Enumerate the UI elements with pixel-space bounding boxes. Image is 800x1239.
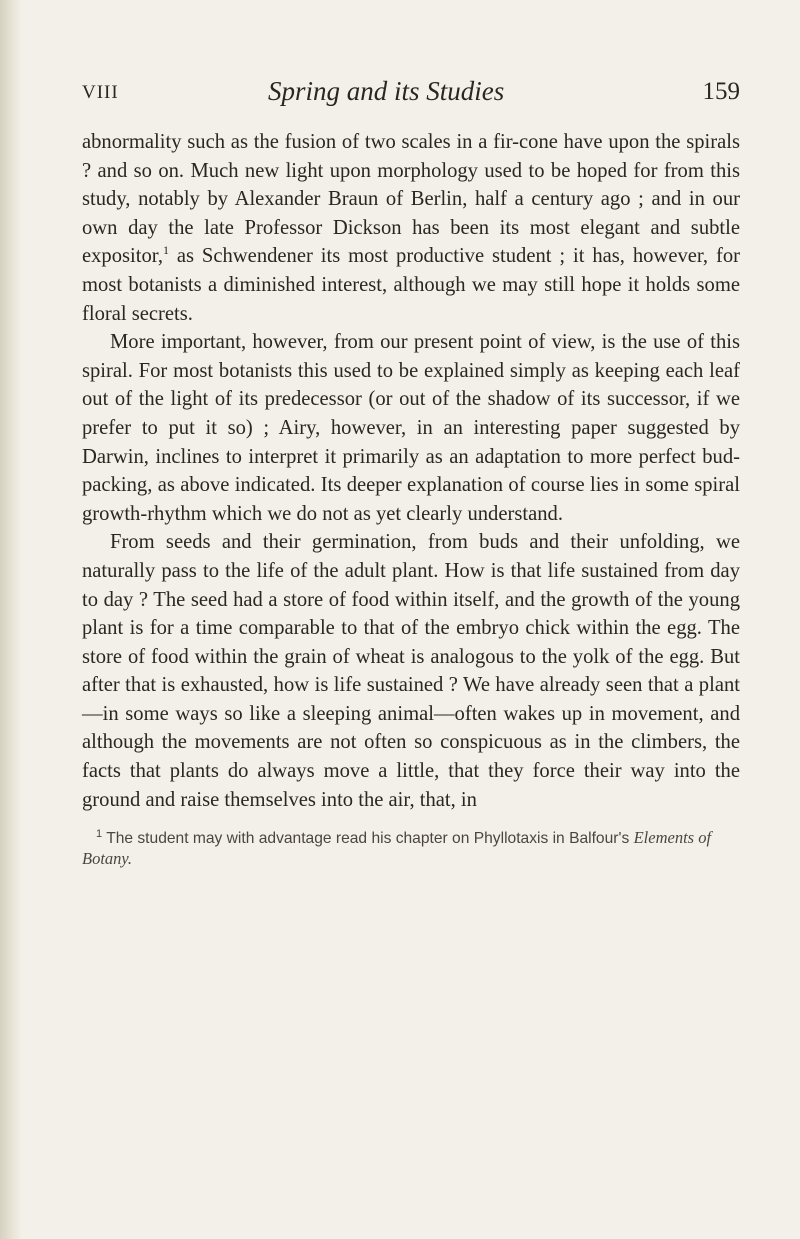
paragraph-3: From seeds and their germination, from buds and their unfolding, we naturally pass to the life of the adult plant. How is that life sustained from day to day ? The seed had a store of food within itself, and the growth of the young plant is for a time comparable to that of the embryo chick within the egg. The store of food within the grain of wheat is analogous to the yolk of the egg. But after that is exhausted, how is life sustained ? We have already seen that a plant—in some ways so like a sleeping animal—often wakes up in movement, and although the movements are not often so conspicuous as in the climbers, the facts that plants do always move a little, that they force their way into the ground and raise themselves into the air, that, in — [82, 531, 740, 811]
footnote-mark: 1 — [96, 828, 103, 841]
book-page — [82, 76, 740, 870]
page-binding-shadow — [0, 0, 22, 1239]
paragraph-2: More important, however, from our present point of view, is the use of this spiral. For most botanists this used to be explained simply as keeping each leaf out of the light of its predecessor (or out of the shadow of its successor, if we prefer to put it so) ; Airy, however, in an interesting paper suggested by Darwin, inclines to interpret it primarily as an adaptation to more perfect bud-packing, as above indicated. Its deeper explanation of course lies in some spiral growth-rhythm which we do not as yet clearly understand. — [82, 331, 740, 525]
footnote-reference[interactable]: 1 — [162, 243, 169, 258]
chapter-number: VIII — [82, 82, 119, 103]
paragraph-1 — [82, 128, 740, 328]
paragraph-1-continuation: as Schwendener its most productive student ; it has, however, for most botanists a diminished interest, although we may still hope it holds some floral secrets. — [82, 245, 740, 325]
paragraph-1-text: abnormality such as the fusion of two scales in a fir-cone have upon the spirals ? and so on. Much new light upon morphology used to be hoped for from this study, notably by Alexander Braun of Berlin, half a century ago ; and in our own day the late Professor Dickson has been its most elegant and subtle expositor, — [82, 131, 740, 268]
body-text — [82, 128, 740, 814]
running-head — [82, 76, 740, 110]
footnote — [82, 828, 740, 870]
footnote-book-title: Elements of Botany. — [82, 828, 712, 869]
running-title: Spring and its Studies — [268, 76, 505, 106]
footnote-text: The student may with advantage read his chapter on Phyllotaxis in Balfour's — [106, 830, 630, 848]
page-number: 159 — [702, 78, 740, 105]
